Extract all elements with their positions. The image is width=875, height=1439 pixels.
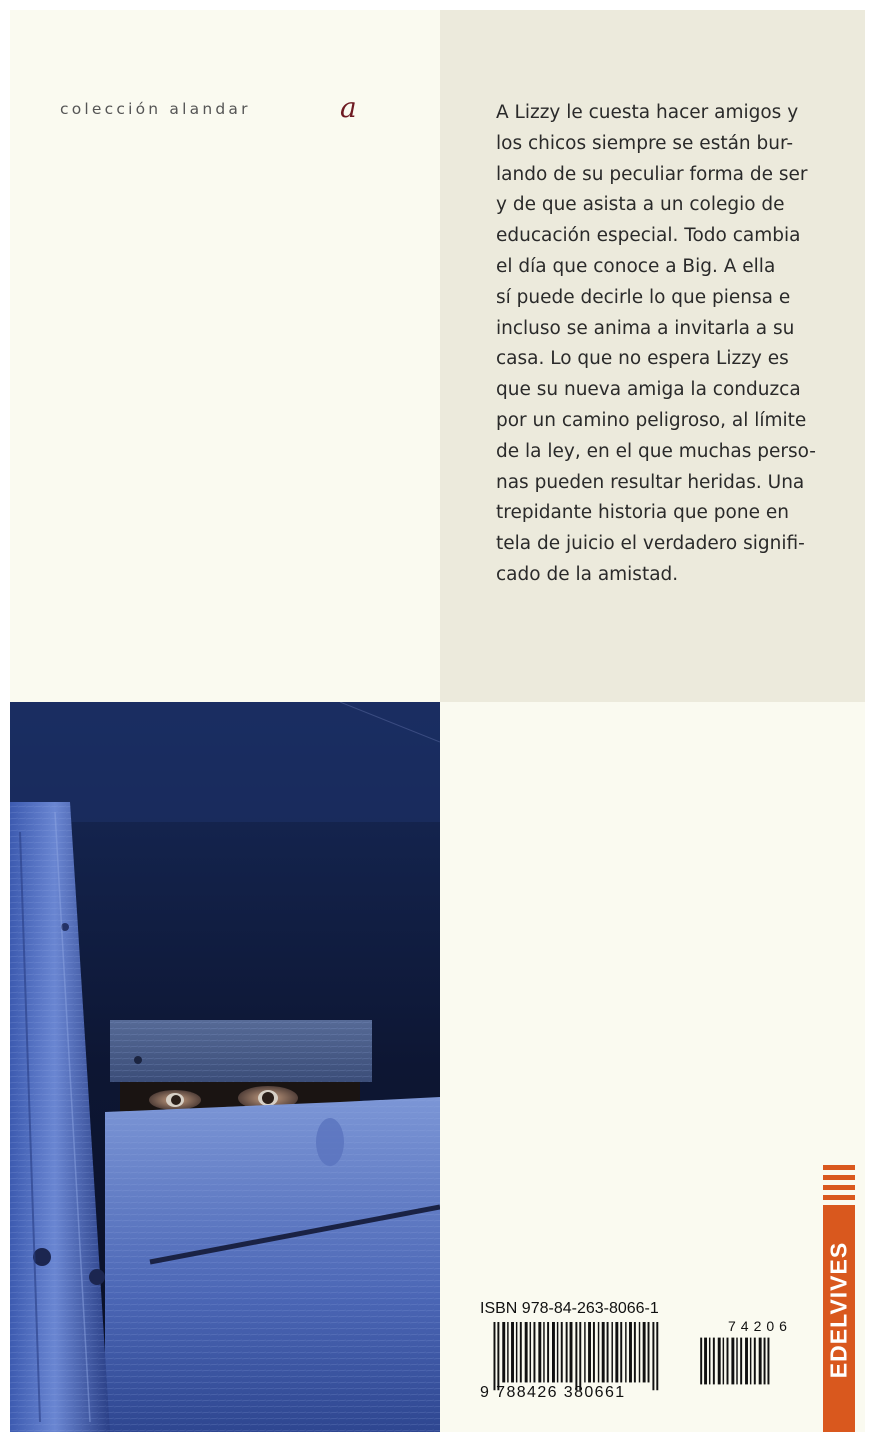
publisher-stripe: [823, 1165, 855, 1170]
collection-label: colección alandar: [60, 100, 251, 118]
collection-logo-icon: a: [340, 91, 357, 124]
synopsis-line: A Lizzy le cuesta hacer amigos y: [496, 102, 799, 123]
synopsis-line: los chicos siempre se están bur-: [496, 132, 794, 154]
barcode-addon-digits: 74206: [728, 1318, 792, 1334]
synopsis-line: lando de su peculiar forma de ser: [496, 163, 808, 185]
barcode-ean-digits: 9 788426 380661: [480, 1384, 626, 1401]
publisher-stripe: [823, 1195, 855, 1200]
synopsis-text: [496, 98, 834, 591]
publisher-stripe: [823, 1185, 855, 1190]
synopsis-line: incluso se anima a invitarla a su: [496, 317, 795, 339]
publisher-stripes: [823, 1165, 855, 1201]
synopsis-line: educación especial. Todo cambia: [496, 225, 801, 247]
synopsis-line: el día que conoce a Big. A ella: [496, 255, 776, 277]
publisher-name: EDELVIVES: [825, 1241, 852, 1379]
synopsis-line: nas pueden resultar heridas. Una: [496, 471, 805, 493]
synopsis-line: tela de juicio el verdadero signifi-: [496, 533, 805, 555]
publisher-stripe: [823, 1175, 855, 1180]
synopsis-line: de la ley, en el que muchas perso-: [496, 440, 816, 462]
synopsis-line: casa. Lo que no espera Lizzy es: [496, 348, 789, 370]
synopsis-line: sí puede decirle lo que piensa e: [496, 286, 791, 308]
isbn-label: ISBN 978-84-263-8066-1: [480, 1300, 659, 1317]
synopsis-line: que su nueva amiga la conduzca: [496, 379, 801, 401]
book-back-cover: [10, 10, 865, 1432]
synopsis-line: y de que asista a un colegio de: [496, 194, 785, 216]
synopsis-line: cado de la amistad.: [496, 563, 679, 585]
cover-photo-eyes-peeking: [10, 702, 440, 1432]
synopsis-line: por un camino peligroso, al límite: [496, 409, 807, 431]
synopsis-line: trepidante historia que pone en: [496, 502, 789, 524]
